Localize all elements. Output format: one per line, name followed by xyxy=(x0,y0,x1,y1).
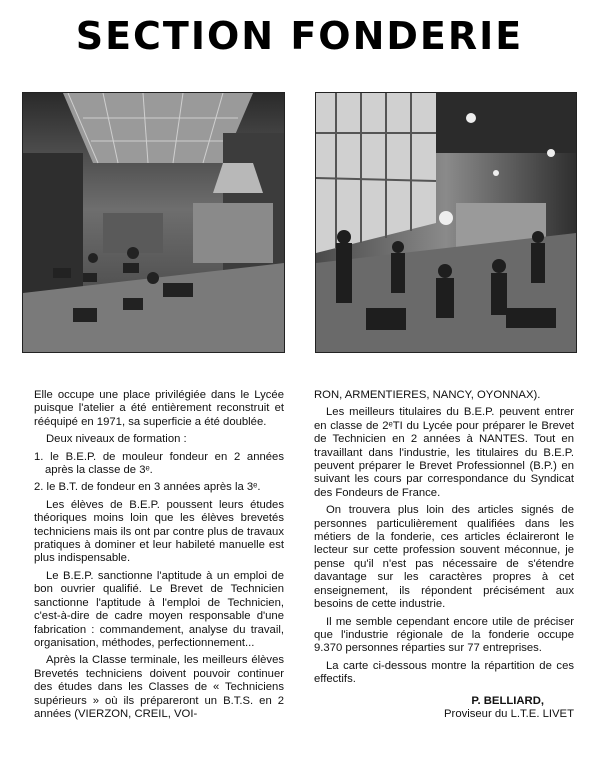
paragraph: Les meilleurs titulaires du B.E.P. peuvent entrer en classe de 2ᵉTI du Lycée pour préparer le Brevet de Technicien en 2 années à NANTES. Tout en travaillant dans l'industrie, les titulaires du B.E.P. peuvent préparer le Brevet Professionnel (B.P.) en suivant les cours par correspondance du Syndicat des Fondeurs de France. xyxy=(314,406,574,499)
paragraph: Deux niveaux de formation : xyxy=(46,433,187,446)
paragraph: Après la Classe terminale, les meilleurs élèves Brevetés techniciens doivent pouvoir continuer des études dans les Classes de « Techniciens supérieurs » où ils prépareront un B.T.S. en 2 années (VIERZON, CREIL, VOI- xyxy=(34,654,284,720)
signature-role: Proviseur du L.T.E. LIVET xyxy=(444,707,574,720)
paragraph: La carte ci-dessous montre la répartition de ces effectifs. xyxy=(314,659,574,686)
paragraph: Elle occupe une place privilégiée dans le Lycée puisque l'atelier a été entièrement reconstruit et rééquipé en 1971, sa superficie a été doublée. xyxy=(34,389,284,428)
signature-name: P. BELLIARD, xyxy=(471,694,544,707)
foundry-workshop-photo-left xyxy=(22,92,285,353)
paragraph: Le B.E.P. sanctionne l'aptitude à un emploi de bon ouvrier qualifié. Le Brevet de Technicien sanctionne l'aptitude à l'emploi de Technicien, c'est-à-dire de cadre moyen responsable d'une fabrication : commandement, analyse du travail, organisation, méthodes, perfectionnement... xyxy=(34,569,284,649)
paragraph: On trouvera plus loin des articles signés de personnes particulièrement qualifiées dans les métiers de la fonderie, ces articles éclaireront le lecteur sur cette profession souvent méconnue, je pense qu'il n'est pas nécessaire de s'étendre davantage sur les caractères propres à cet enseignement, ils répondent précisément aux besoins de cette industrie. xyxy=(314,504,574,611)
foundry-workshop-photo-right xyxy=(315,92,577,353)
list-item: 2. le B.T. de fondeur en 3 années après la 3ᵉ. xyxy=(34,481,261,494)
page-title: SECTION FONDERIE xyxy=(75,14,524,58)
signature xyxy=(314,695,574,722)
list-item: 1. le B.E.P. de mouleur fondeur en 2 années après la classe de 3ᵉ. xyxy=(34,450,284,477)
paragraph: RON, ARMENTIERES, NANCY, OYONNAX). xyxy=(314,389,541,401)
text-column-right xyxy=(314,389,574,721)
text-column-left xyxy=(34,389,284,725)
paragraph: Il me semble cependant encore utile de préciser que l'industrie régionale de la fonderie occupe 9.370 personnes réparties sur 77 entreprises. xyxy=(314,615,574,655)
paragraph: Les élèves de B.E.P. poussent leurs études théoriques moins loin que les élèves brevetés techniciens mais ils ont par contre plus de travaux pratiques à dominer et leur habileté manuelle est plus indispensable. xyxy=(34,498,284,565)
